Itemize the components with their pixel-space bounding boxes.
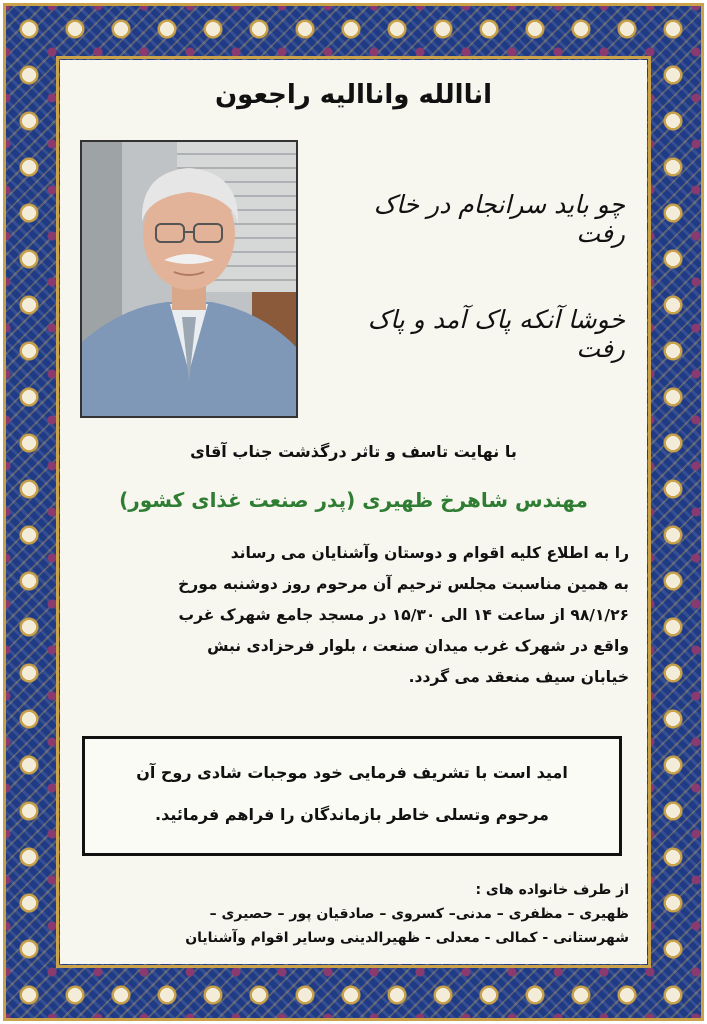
announcement-line: ۹۸/۱/۲۶ از ساعت ۱۴ الی ۱۵/۳۰ در مسجد جامع شهرک غرب [178, 606, 629, 624]
announcement-text [78, 538, 629, 693]
families-heading: از طرف خانواده های : [475, 882, 629, 898]
family-signatures [74, 878, 629, 950]
deceased-name: مهندس شاهرخ ظهیری (پدر صنعت غذای کشور) [119, 488, 588, 512]
deceased-photo [80, 140, 298, 418]
families-line: شهرستانی - کمالی - معدلی - ظهیرالدینی وسایر اقوام وآشنایان [185, 930, 629, 946]
families-line: ظهیری – مظفری – مدنی– کسروی – صادقیان پور – حصیری – [209, 906, 629, 922]
poem-line-1: چو باید سرانجام در خاک رفت [373, 190, 625, 248]
intro-line: با نهایت تاسف و تاثر درگذشت جناب آقای [190, 442, 517, 461]
poem-line-2: خوشا آنکه پاک آمد و پاک رفت [367, 305, 625, 363]
announcement-line: به همین مناسبت مجلس ترحیم آن مرحوم روز دوشنبه مورخ [178, 575, 629, 593]
invitation-line: امید است با تشریف فرمایی خود موجبات شادی روح آن [136, 763, 568, 782]
announcement-line: را به اطلاع کلیه اقوام و دوستان وآشنایان می رساند [230, 544, 629, 562]
notice-panel [60, 60, 647, 964]
notice-title: اناالله وانااليه راجعون [214, 80, 493, 110]
announcement-line: خیابان سیف منعقد می گردد. [408, 668, 629, 686]
invitation-box [82, 736, 622, 856]
invitation-line: مرحوم وتسلی خاطر بازماندگان را فراهم فرمائید. [155, 805, 549, 824]
announcement-line: واقع در شهرک غرب میدان صنعت ، بلوار فرحزادی نبش [207, 637, 629, 655]
